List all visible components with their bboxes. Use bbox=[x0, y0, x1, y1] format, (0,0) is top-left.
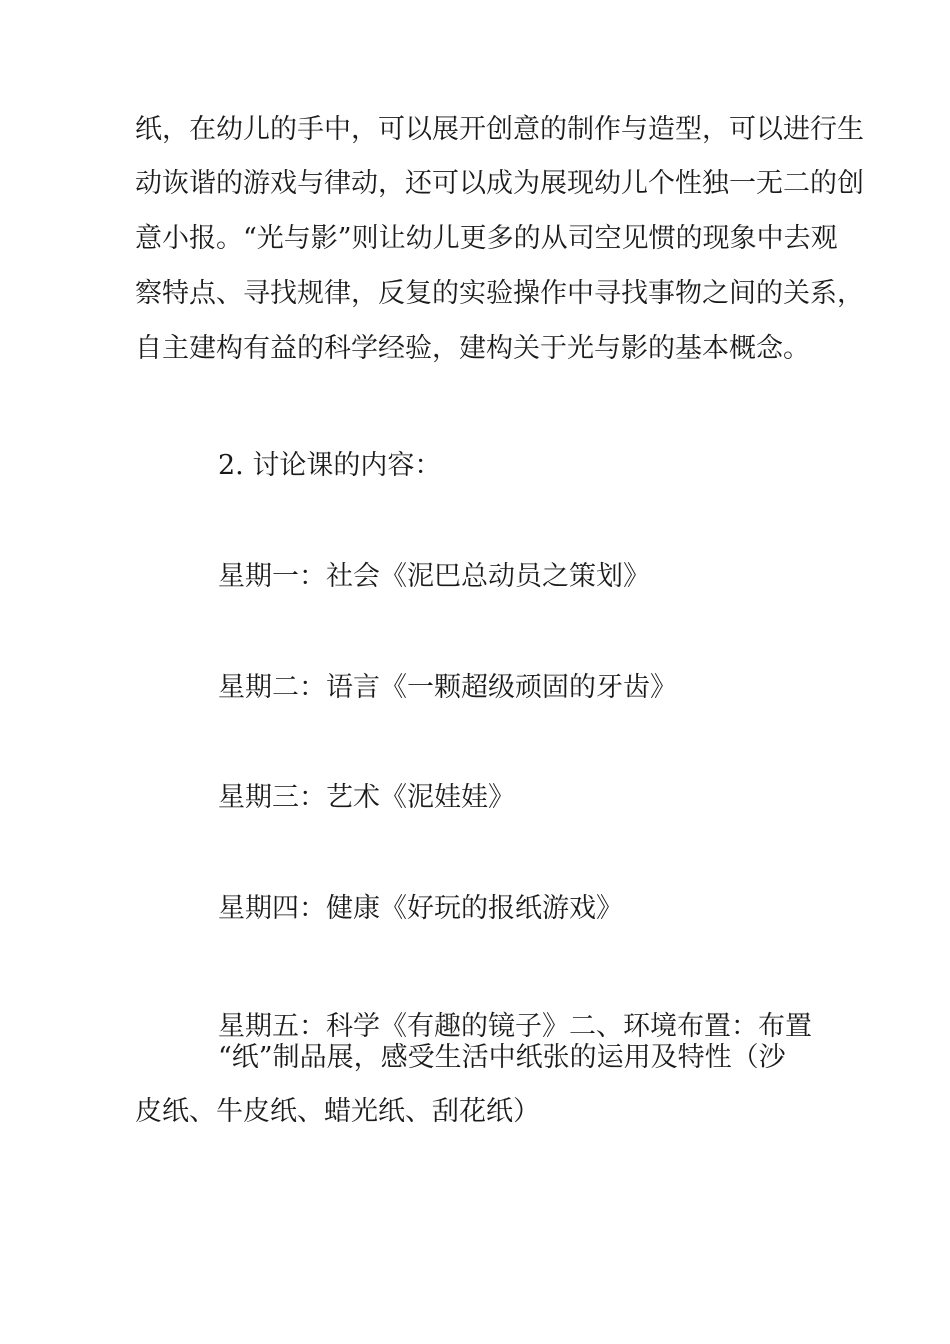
paragraph-line-4: 察特点、寻找规律，反复的实验操作中寻找事物之间的关系， bbox=[135, 278, 864, 309]
schedule-monday: 星期一：社会《泥巴总动员之策划》 bbox=[218, 561, 650, 592]
paragraph-line-5: 自主建构有益的科学经验，建构关于光与影的基本概念。 bbox=[135, 333, 810, 364]
paragraph-line-2: 动诙谐的游戏与律动，还可以成为展现幼儿个性独一无二的创 bbox=[135, 168, 864, 199]
final-line-3: 皮纸、牛皮纸、蜡光纸、刮花纸） bbox=[135, 1096, 540, 1127]
final-line-1: 星期五：科学《有趣的镜子》二、环境布置：布置 bbox=[218, 1011, 812, 1042]
schedule-tuesday: 星期二：语言《一颗超级顽固的牙齿》 bbox=[218, 672, 677, 703]
paragraph-line-3: 意小报。“光与影”则让幼儿更多的从司空见惯的现象中去观 bbox=[135, 223, 838, 254]
final-line-2: “纸”制品展，感受生活中纸张的运用及特性（沙 bbox=[218, 1042, 786, 1073]
section-heading: 2. 讨论课的内容： bbox=[218, 450, 442, 481]
schedule-wednesday: 星期三：艺术《泥娃娃》 bbox=[218, 782, 515, 813]
schedule-thursday: 星期四：健康《好玩的报纸游戏》 bbox=[218, 893, 623, 924]
paragraph-line-1: 纸，在幼儿的手中，可以展开创意的制作与造型，可以进行生 bbox=[135, 114, 864, 145]
